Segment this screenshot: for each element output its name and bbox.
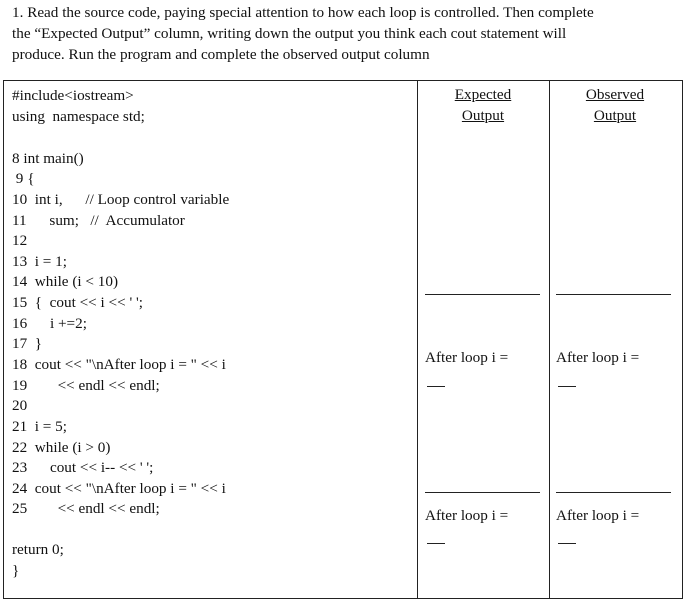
code-line: 25 << endl << endl; — [12, 500, 160, 517]
code-line: 13 i = 1; — [12, 253, 67, 270]
observed-output-blank-loop2[interactable] — [556, 492, 671, 493]
expected-after-loop-blank-1[interactable] — [427, 386, 445, 387]
observed-after-loop-blank-2[interactable] — [558, 543, 576, 544]
code-line: 21 i = 5; — [12, 418, 67, 435]
code-line: 20 — [12, 397, 28, 414]
instruction-line-2: the “Expected Output” column, writing down the output you think each cout statement will — [12, 25, 567, 42]
expected-after-loop-label-2: After loop i = — [425, 507, 509, 524]
instruction-line-1: 1. Read the source code, paying special attention to how each loop is controlled. Then complete — [12, 4, 594, 21]
header-line: Output — [461, 107, 505, 124]
code-line: 8 int main() — [12, 150, 84, 167]
column-divider — [417, 81, 418, 598]
observed-after-loop-label-2: After loop i = — [556, 507, 640, 524]
observed-output-blank-loop1[interactable] — [556, 294, 671, 295]
code-line: 19 << endl << endl; — [12, 377, 160, 394]
code-line: 9 { — [12, 170, 35, 187]
code-line: return 0; — [12, 541, 64, 558]
code-line: 18 cout << "\nAfter loop i = " << i — [12, 356, 226, 373]
expected-output-header — [447, 84, 519, 126]
code-line: 10 int i, // Loop control variable — [12, 191, 230, 208]
instructions — [12, 2, 672, 65]
code-line: 24 cout << "\nAfter loop i = " << i — [12, 480, 226, 497]
expected-after-loop-label-1: After loop i = — [425, 349, 509, 366]
code-line: 15 { cout << i << ' '; — [12, 294, 143, 311]
code-line: 22 while (i > 0) — [12, 439, 111, 456]
worksheet-table — [3, 80, 683, 599]
code-line: 11 sum; // Accumulator — [12, 212, 185, 229]
code-line: using namespace std; — [12, 108, 145, 125]
expected-after-loop-blank-2[interactable] — [427, 543, 445, 544]
code-line: #include<iostream> — [12, 87, 134, 104]
code-line: 23 cout << i-- << ' '; — [12, 459, 154, 476]
observed-output-header — [576, 84, 654, 126]
code-line: } — [12, 562, 20, 579]
header-line: Output — [593, 107, 637, 124]
code-line: 12 — [12, 232, 28, 249]
header-line: Observed — [585, 86, 645, 103]
column-divider — [549, 81, 550, 598]
instruction-line-3: produce. Run the program and complete the observed output column — [12, 46, 430, 63]
expected-output-blank-loop1[interactable] — [425, 294, 540, 295]
observed-after-loop-label-1: After loop i = — [556, 349, 640, 366]
observed-after-loop-blank-1[interactable] — [558, 386, 576, 387]
expected-output-blank-loop2[interactable] — [425, 492, 540, 493]
header-line: Expected — [454, 86, 512, 103]
code-line: 14 while (i < 10) — [12, 273, 119, 290]
code-line: 16 i +=2; — [12, 315, 87, 332]
code-line: 17 } — [12, 335, 43, 352]
